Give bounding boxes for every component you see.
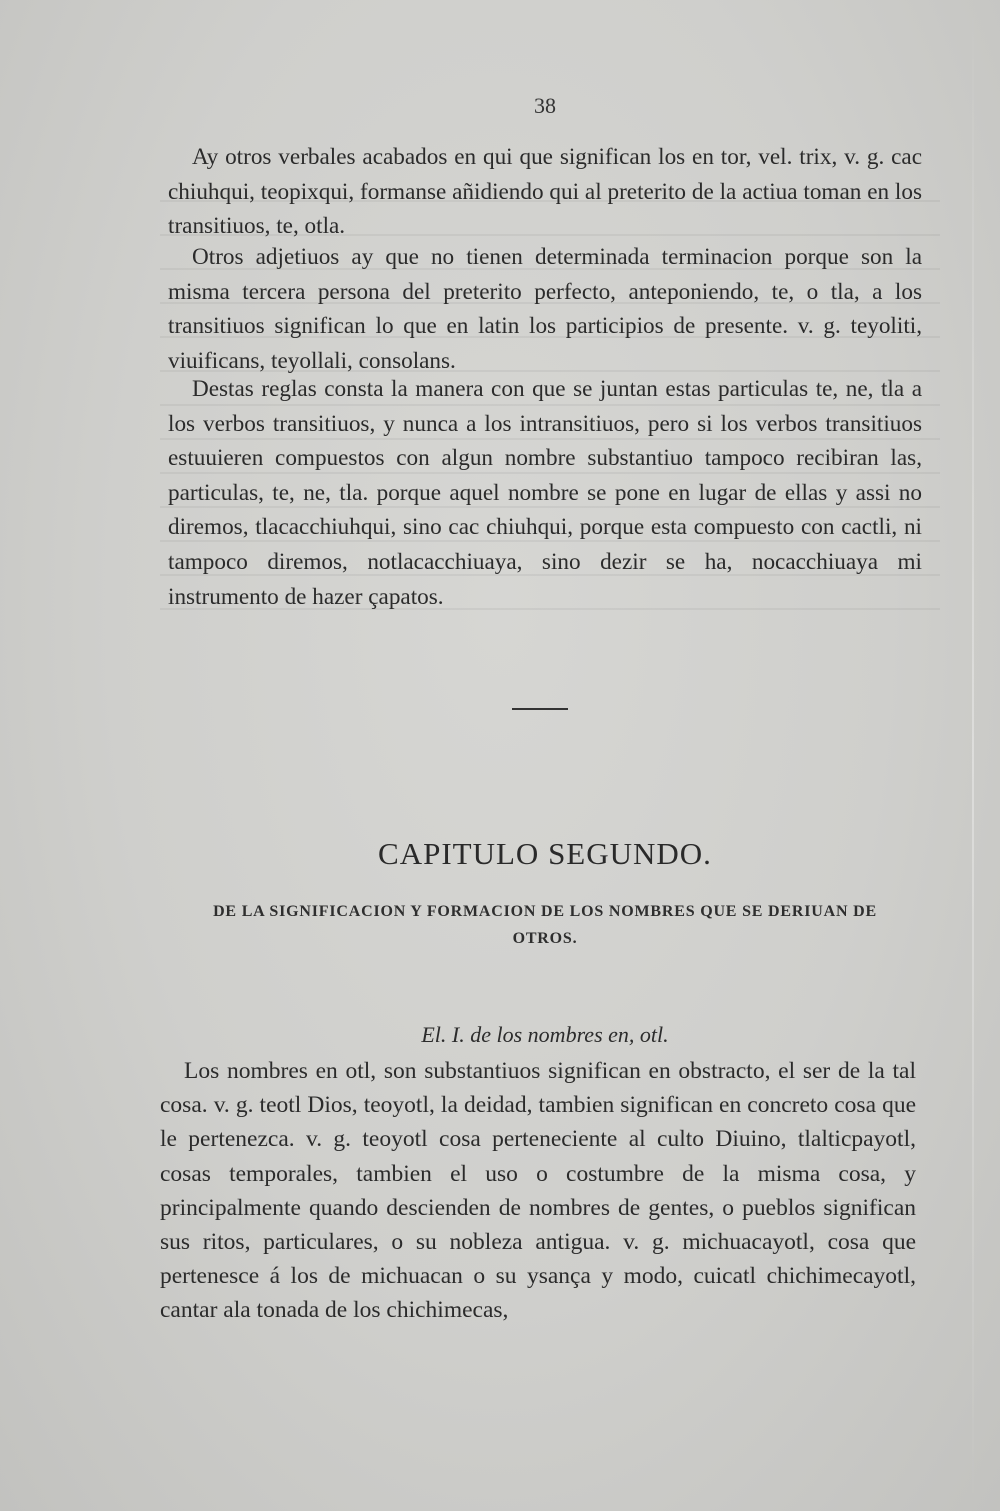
paragraph-verbales: Ay otros verbales acabados en qui que significan los en tor, vel. trix, v. g. cac chiuhqui, teopixqui, formanse añidiendo qui al preterito de la actiua toman en los transitiuos, te, otla.: [168, 144, 922, 240]
page-fold: [972, 0, 974, 1511]
chapter-title: CAPITULO SEGUNDO.: [378, 836, 712, 871]
paragraph-reglas: Destas reglas consta la manera con que se juntan estas particulas te, ne, tla a los verbos transitiuos, y nunca a los intransitiuos, pero si los verbos transitiuos estuuieren compuestos con algun nombre substantiuo tampoco recibiran las, particulas, te, ne, tla. porque aquel nombre se pone en lugar de ellas y assi no diremos, tlacacchiuhqui, sino cac chiuhqui, porque esta compuesto con cactli, ni tampoco diremos, notlacacchiuaya, sino dezir se ha, nocacchiuaya mi instrumento de hazer çapatos.: [168, 376, 922, 610]
paragraph-nombres-otl: Los nombres en otl, son substantiuos significan en obstracto, el ser de la tal cosa. v. g. teotl Dios, teoyotl, la deidad, tambien significan en concreto cosa que le pertenezca. v. g. teoyotl cosa perteneciente al culto Diuino, tlalticpayotl, cosas temporales, tambien el uso o costumbre de la misma cosa, y principalmente quando descienden de nombres de gentes, o pueblos significan sus ritos, particulares, o su nobleza antigua. v. g. michuacayotl, cosa que pertenesce á los de michuacan o su ysança y modo, cuicatl chichimecayotl, cantar ala tonada de los chichimecas,: [160, 1058, 916, 1324]
page-number: 38: [534, 93, 556, 118]
chapter-subtitle: DE LA SIGNIFICACION Y FORMACION DE LOS NOMBRES QUE SE DERIUAN DE OTROS.: [213, 903, 877, 947]
paragraph-adjetiuos: Otros adjetiuos ay que no tienen determinada terminacion porque son la misma tercera persona del preterito perfecto, anteponiendo, te, o tla, a los transitiuos significan lo que en latin los participios de presente. v. g. teyoliti, viuificans, teyollali, consolans.: [168, 244, 922, 374]
section-divider: [512, 708, 568, 710]
section-heading: El. I. de los nombres en, otl.: [421, 1022, 669, 1047]
